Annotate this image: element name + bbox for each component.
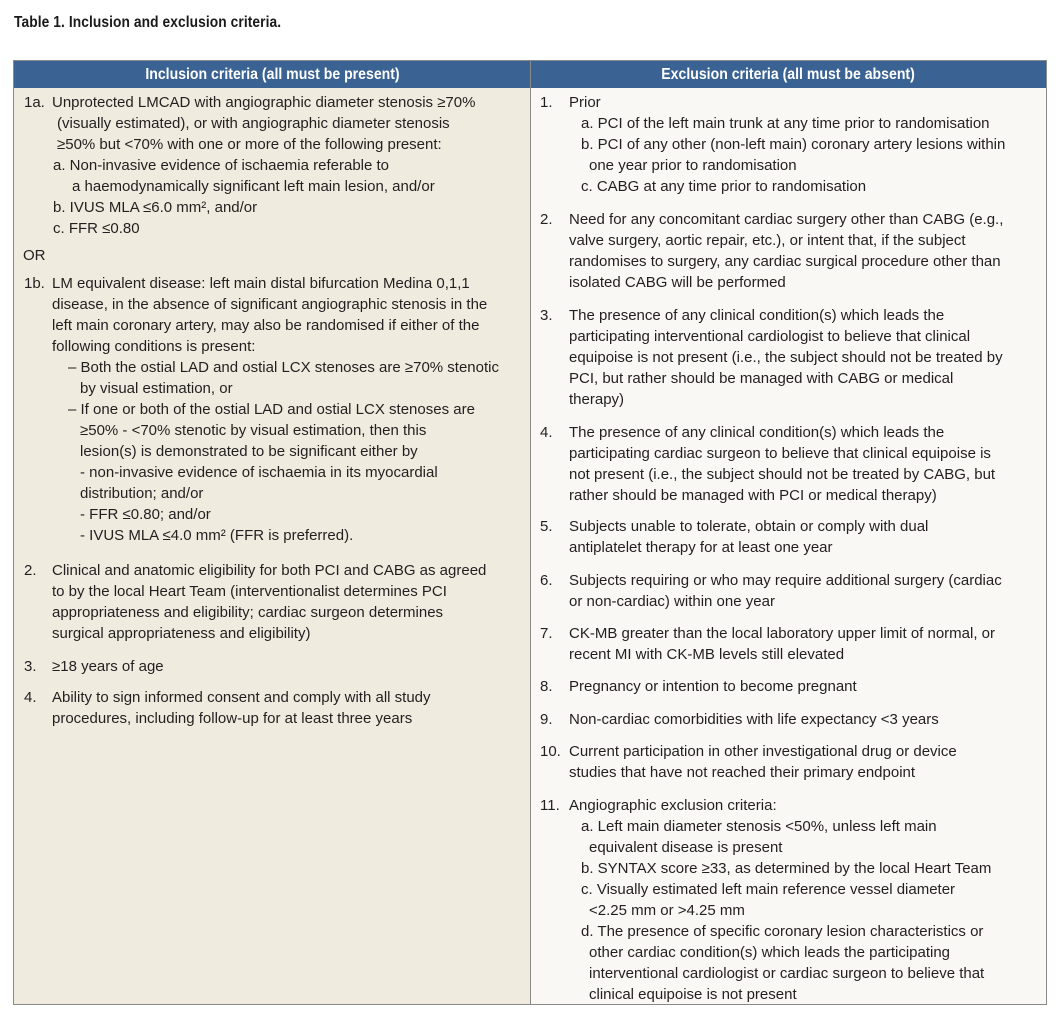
exclusion-line: rather should be managed with PCI or medical therapy): [569, 487, 937, 504]
inclusion-line: following conditions is present:: [52, 338, 256, 355]
exclusion-line: Current participation in other investigational drug or device: [569, 743, 957, 760]
inclusion-item-number: 3.: [24, 658, 37, 675]
exclusion-line: CK-MB greater than the local laboratory upper limit of normal, or: [569, 625, 996, 642]
exclusion-item-number: 5.: [540, 518, 553, 535]
inclusion-line: distribution; and/or: [80, 485, 204, 502]
inclusion-line: disease, in the absence of significant angiographic stenosis in the: [52, 296, 488, 313]
exclusion-column: [531, 88, 1046, 1004]
inclusion-item-number: 2.: [24, 562, 37, 579]
inclusion-item-number: 1b.: [24, 275, 45, 292]
exclusion-line: one year prior to randomisation: [589, 157, 797, 174]
exclusion-line: valve surgery, aortic repair, etc.), or intent that, if the subject: [569, 232, 966, 249]
exclusion-line: isolated CABG will be performed: [569, 274, 786, 291]
inclusion-line: procedures, including follow-up for at least three years: [52, 710, 413, 727]
inclusion-line: left main coronary artery, may also be randomised if either of the: [52, 317, 480, 334]
inclusion-line: ≥50% but <70% with one or more of the following present:: [57, 136, 442, 153]
criteria-table: [13, 60, 1047, 1005]
exclusion-item-number: 7.: [540, 625, 553, 642]
inclusion-line: - non-invasive evidence of ischaemia in its myocardial: [80, 464, 438, 481]
exclusion-line: clinical equipoise is not present: [589, 986, 797, 1003]
exclusion-item-number: 2.: [540, 211, 553, 228]
exclusion-item-number: 10.: [540, 743, 561, 760]
exclusion-line: a. PCI of the left main trunk at any time prior to randomisation: [581, 115, 990, 132]
inclusion-item-number: 4.: [24, 689, 37, 706]
exclusion-line: interventional cardiologist or cardiac surgeon to believe that: [589, 965, 985, 982]
inclusion-line: b. IVUS MLA ≤6.0 mm², and/or: [53, 199, 258, 216]
exclusion-line: Subjects unable to tolerate, obtain or comply with dual: [569, 518, 929, 535]
exclusion-line: c. CABG at any time prior to randomisation: [581, 178, 867, 195]
exclusion-header-label: Exclusion criteria (all must be absent): [661, 65, 916, 83]
inclusion-line: – Both the ostial LAD and ostial LCX stenoses are ≥70% stenotic: [68, 359, 499, 376]
inclusion-line: - IVUS MLA ≤4.0 mm² (FFR is preferred).: [80, 527, 354, 544]
exclusion-line: or non-cardiac) within one year: [569, 593, 775, 610]
exclusion-line: Need for any concomitant cardiac surgery other than CABG (e.g.,: [569, 211, 1004, 228]
inclusion-line: (visually estimated), or with angiographic diameter stenosis: [57, 115, 450, 132]
inclusion-line: lesion(s) is demonstrated to be significant either by: [80, 443, 418, 460]
inclusion-line: - FFR ≤0.80; and/or: [80, 506, 211, 523]
inclusion-line: LM equivalent disease: left main distal bifurcation Medina 0,1,1: [52, 275, 470, 292]
exclusion-line: therapy): [569, 391, 625, 408]
exclusion-line: other cardiac condition(s) which leads the participating: [589, 944, 951, 961]
inclusion-line: Ability to sign informed consent and comply with all study: [52, 689, 431, 706]
exclusion-line: <2.25 mm or >4.25 mm: [589, 902, 745, 919]
inclusion-header-label: Inclusion criteria (all must be present): [144, 65, 400, 83]
exclusion-line: Non-cardiac comorbidities with life expectancy <3 years: [569, 711, 939, 728]
inclusion-line: – If one or both of the ostial LAD and ostial LCX stenoses are: [68, 401, 475, 418]
inclusion-line: surgical appropriateness and eligibility): [52, 625, 311, 642]
inclusion-header: [14, 61, 530, 88]
column-divider: [530, 61, 531, 1004]
inclusion-line: a. Non-invasive evidence of ischaemia referable to: [53, 157, 390, 174]
inclusion-item-number: 1a.: [24, 94, 45, 111]
inclusion-line: a haemodynamically significant left main lesion, and/or: [72, 178, 435, 195]
exclusion-line: participating interventional cardiologist to believe that clinical: [569, 328, 971, 345]
exclusion-line: c. Visually estimated left main reference vessel diameter: [581, 881, 956, 898]
exclusion-line: randomises to surgery, any cardiac surgical procedure other than: [569, 253, 1001, 270]
exclusion-header: [531, 61, 1046, 88]
exclusion-line: d. The presence of specific coronary lesion characteristics or: [581, 923, 984, 940]
inclusion-line: appropriateness and eligibility; cardiac surgeon determines: [52, 604, 444, 621]
exclusion-line: Angiographic exclusion criteria:: [569, 797, 777, 814]
table-caption: Table 1. Inclusion and exclusion criteria.: [14, 14, 282, 31]
exclusion-line: Prior: [569, 94, 601, 111]
inclusion-line: by visual estimation, or: [80, 380, 233, 397]
exclusion-item-number: 11.: [540, 797, 560, 814]
exclusion-line: Pregnancy or intention to become pregnant: [569, 678, 857, 695]
exclusion-item-number: 6.: [540, 572, 553, 589]
exclusion-item-number: 4.: [540, 424, 553, 441]
exclusion-line: participating cardiac surgeon to believe that clinical equipoise is: [569, 445, 991, 462]
inclusion-line: c. FFR ≤0.80: [53, 220, 140, 237]
exclusion-line: PCI, but rather should be managed with CABG or medical: [569, 370, 954, 387]
exclusion-line: antiplatelet therapy for at least one year: [569, 539, 833, 556]
exclusion-line: equivalent disease is present: [589, 839, 783, 856]
inclusion-line: OR: [23, 247, 46, 264]
exclusion-item-number: 1.: [540, 94, 553, 111]
exclusion-line: not present (i.e., the subject should not be treated by CABG, but: [569, 466, 996, 483]
inclusion-column: [14, 88, 530, 1004]
inclusion-line: ≥50% - <70% stenotic by visual estimation, then this: [80, 422, 427, 439]
inclusion-line: to by the local Heart Team (interventionalist determines PCI: [52, 583, 447, 600]
inclusion-line: Clinical and anatomic eligibility for both PCI and CABG as agreed: [52, 562, 487, 579]
exclusion-line: The presence of any clinical condition(s) which leads the: [569, 307, 945, 324]
inclusion-line: ≥18 years of age: [52, 658, 164, 675]
exclusion-item-number: 9.: [540, 711, 553, 728]
exclusion-line: equipoise is not present (i.e., the subject should not be treated by: [569, 349, 1003, 366]
exclusion-item-number: 3.: [540, 307, 553, 324]
exclusion-line: b. PCI of any other (non-left main) coronary artery lesions within: [581, 136, 1006, 153]
exclusion-item-number: 8.: [540, 678, 553, 695]
inclusion-line: Unprotected LMCAD with angiographic diameter stenosis ≥70%: [52, 94, 476, 111]
exclusion-line: studies that have not reached their primary endpoint: [569, 764, 916, 781]
exclusion-line: a. Left main diameter stenosis <50%, unless left main: [581, 818, 937, 835]
exclusion-line: Subjects requiring or who may require additional surgery (cardiac: [569, 572, 1002, 589]
exclusion-line: recent MI with CK-MB levels still elevated: [569, 646, 845, 663]
exclusion-line: b. SYNTAX score ≥33, as determined by the local Heart Team: [581, 860, 992, 877]
exclusion-line: The presence of any clinical condition(s) which leads the: [569, 424, 945, 441]
